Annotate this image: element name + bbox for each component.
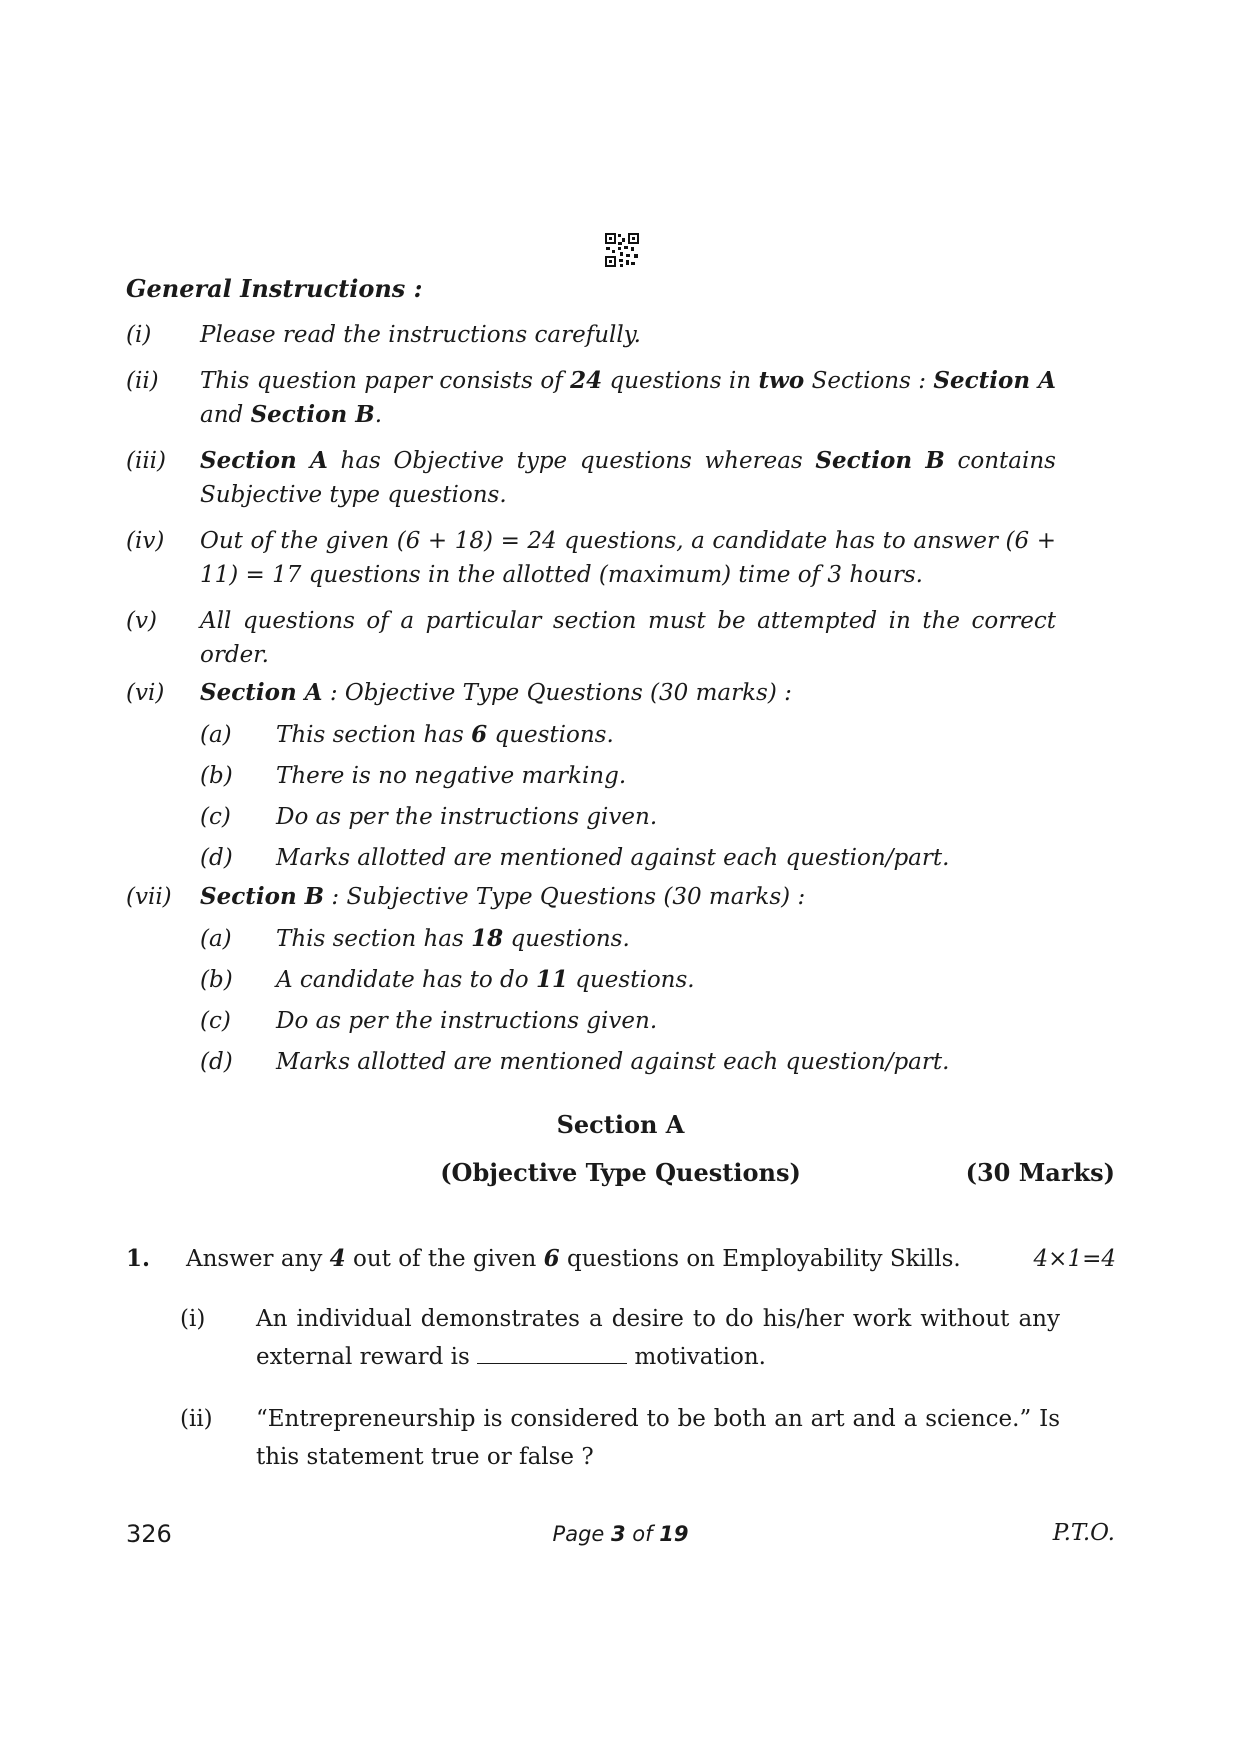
paper-code: 326	[126, 1520, 172, 1548]
subitem-letter: (c)	[200, 804, 231, 830]
bold-text: 6	[471, 721, 488, 748]
pto-label: P.T.O.	[1052, 1520, 1115, 1546]
text-fragment: Do as per the instructions given.	[276, 1008, 658, 1034]
instruction-text	[200, 318, 1056, 352]
qr-code-icon	[604, 232, 640, 268]
text-fragment: A candidate has to do	[276, 967, 536, 993]
section-marks: (30 Marks)	[965, 1158, 1115, 1187]
instruction-text	[200, 444, 1056, 512]
subitem-letter: (b)	[200, 967, 233, 993]
page-prefix: Page	[552, 1522, 611, 1546]
bold-text: 11	[535, 966, 568, 993]
instruction-item	[126, 318, 1056, 352]
instruction-number: (iv)	[126, 528, 165, 554]
bold-text: Section B	[815, 447, 945, 474]
sub-question-text-part: motivation.	[627, 1344, 766, 1370]
subitem-letter: (a)	[200, 926, 232, 952]
text-fragment: : Subjective Type Questions (30 marks) :	[324, 884, 806, 910]
sub-question-text	[256, 1300, 1060, 1376]
instruction-text	[200, 604, 1056, 672]
text-fragment: Please read the instructions carefully.	[200, 322, 641, 348]
text-fragment: Out of the given (6 + 18) = 24 questions, a candidate has to answer (6 + 11) = 17 questions in the allotted (maximum) time of 3 hours.	[200, 528, 1056, 588]
page-total: 19	[659, 1522, 689, 1546]
bold-text: Section B	[250, 401, 375, 428]
instruction-number: (vii)	[126, 884, 172, 910]
sub-question-number: (i)	[180, 1306, 206, 1332]
instruction-item	[126, 676, 1056, 710]
subitem-text	[276, 841, 949, 875]
answer-count: 4	[329, 1245, 346, 1272]
text-fragment: This section has	[276, 722, 472, 748]
bold-text: 24	[570, 367, 603, 394]
instruction-text	[200, 676, 1056, 710]
section-subtitle: (Objective Type Questions)	[440, 1158, 801, 1187]
instruction-item	[126, 364, 1056, 432]
text-fragment: questions.	[487, 722, 614, 748]
section-title: Section A	[556, 1110, 685, 1139]
subitem-letter: (a)	[200, 722, 232, 748]
instruction-number: (ii)	[126, 368, 159, 394]
question-number: 1.	[126, 1245, 151, 1272]
instruction-item	[126, 880, 1056, 914]
answer-blank[interactable]	[477, 1343, 627, 1364]
question-text	[186, 1242, 961, 1276]
question-text-part: out of the given	[345, 1246, 544, 1272]
bold-text: Section A	[200, 679, 323, 706]
text-fragment: questions.	[567, 967, 695, 993]
bold-text: two	[758, 367, 805, 394]
question-marks: 4×1=4	[1033, 1246, 1116, 1272]
subitem-text	[276, 759, 626, 793]
sub-question-number: (ii)	[180, 1406, 213, 1432]
bold-text: Section A	[933, 367, 1056, 394]
sub-question	[180, 1300, 1060, 1376]
sub-question-text-part: “Entrepreneurship is considered to be both an art and a science.” Is this statement true or false ?	[256, 1406, 1060, 1470]
instruction-item	[126, 524, 1056, 592]
instruction-item	[126, 604, 1056, 672]
text-fragment: : Objective Type Questions (30 marks) :	[322, 680, 792, 706]
sub-question	[180, 1400, 1060, 1476]
subitem-text	[276, 800, 657, 834]
subitem-text	[276, 922, 630, 956]
bold-text: Section B	[200, 883, 325, 910]
text-fragment: Marks allotted are mentioned against each question/part.	[276, 1049, 950, 1075]
text-fragment: contains Subjective type questions.	[200, 448, 1056, 508]
subitem-text	[276, 718, 614, 752]
text-fragment: This question paper consists of	[200, 368, 571, 394]
instruction-number: (v)	[126, 608, 157, 634]
text-fragment: questions in	[602, 368, 759, 394]
subitem-letter: (d)	[200, 845, 233, 871]
bold-text: Section A	[200, 447, 328, 474]
sub-question-text	[256, 1400, 1060, 1476]
text-fragment: All questions of a particular section must be attempted in the correct order.	[200, 608, 1056, 668]
text-fragment: Marks allotted are mentioned against each question/part.	[276, 845, 950, 871]
general-instructions-heading: General Instructions :	[126, 274, 423, 303]
question-text-part: questions on Employability Skills.	[559, 1246, 961, 1272]
subitem-letter: (c)	[200, 1008, 231, 1034]
total-count: 6	[543, 1245, 560, 1272]
sub-question-text-part: An individual demonstrates a desire to do his/her work without any external reward is	[256, 1306, 1060, 1370]
instruction-number: (iii)	[126, 448, 167, 474]
subitem-text	[276, 963, 695, 997]
subitem-text	[276, 1045, 949, 1079]
text-fragment: has Objective type questions whereas	[327, 448, 816, 474]
text-fragment: .	[374, 402, 382, 428]
text-fragment: This section has	[276, 926, 472, 952]
instruction-number: (i)	[126, 322, 152, 348]
subitem-letter: (d)	[200, 1049, 233, 1075]
page-of: of	[625, 1522, 660, 1546]
instruction-text	[200, 880, 1056, 914]
bold-text: 18	[471, 925, 504, 952]
subitem-text	[276, 1004, 657, 1038]
instruction-number: (vi)	[126, 680, 165, 706]
subitem-letter: (b)	[200, 763, 233, 789]
instruction-text	[200, 364, 1056, 432]
text-fragment: Do as per the instructions given.	[276, 804, 658, 830]
instruction-text	[200, 524, 1056, 592]
text-fragment: Sections :	[804, 368, 934, 394]
text-fragment: questions.	[503, 926, 630, 952]
text-fragment: and	[200, 402, 251, 428]
text-fragment: There is no negative marking.	[276, 763, 627, 789]
page-current: 3	[611, 1522, 626, 1546]
instruction-item	[126, 444, 1056, 512]
question-text-part: Answer any	[186, 1246, 330, 1272]
